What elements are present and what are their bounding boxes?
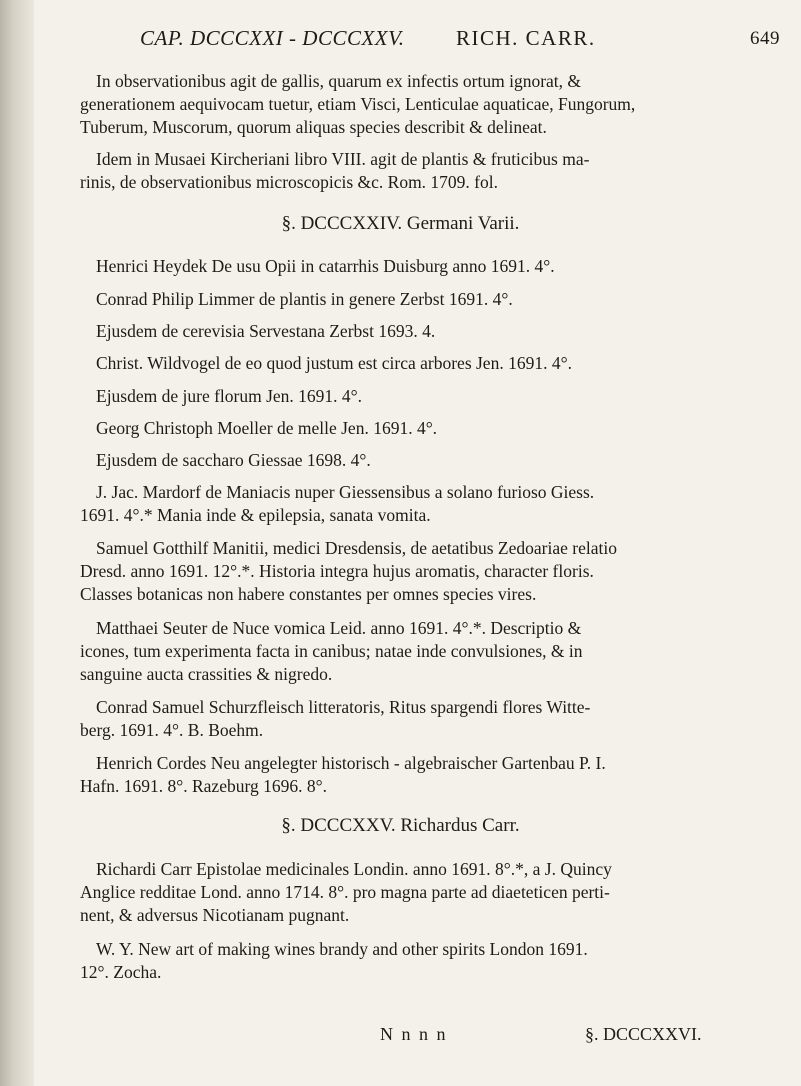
page-binding-shadow xyxy=(0,0,34,1086)
page-header xyxy=(140,22,780,56)
text-line: Georg Christoph Moeller de melle Jen. 1691. 4°. xyxy=(96,418,438,438)
text-line: In observationibus agit de gallis, quarum ex infectis ortum ignorat, & xyxy=(96,71,582,91)
section-heading: §. DCCCXXV. Richardus Carr. xyxy=(281,815,520,836)
text-line: Henrich Cordes Neu angelegter historisch - algebraischer Gartenbau P. I. xyxy=(96,753,606,773)
running-title-right: RICH. CARR. xyxy=(456,26,596,50)
text-line: Ejusdem de cerevisia Servestana Zerbst 1693. 4. xyxy=(96,321,436,341)
text-line: sanguine aucta crassities & nigredo. xyxy=(80,664,333,684)
text-line: Tuberum, Muscorum, quorum aliquas species describit & delineat. xyxy=(80,117,547,137)
text-line: Conrad Philip Limmer de plantis in genere Zerbst 1691. 4°. xyxy=(96,289,513,309)
text-line: Richardi Carr Epistolae medicinales Londin. anno 1691. 8°.*, a J. Quincy xyxy=(96,859,612,879)
text-line: Anglice redditae Lond. anno 1714. 8°. pro magna parte ad diaeteticen perti- xyxy=(80,882,610,902)
signature-mark: N n n n xyxy=(380,1024,448,1044)
text-line: Matthaei Seuter de Nuce vomica Leid. anno 1691. 4°.*. Descriptio & xyxy=(96,618,582,638)
text-line: Dresd. anno 1691. 12°.*. Historia integra hujus aromatis, character floris. xyxy=(80,561,594,581)
text-line: 12°. Zocha. xyxy=(80,962,162,982)
text-line: Idem in Musaei Kircheriani libro VIII. agit de plantis & fruticibus ma- xyxy=(96,149,590,169)
text-line: generationem aequivocam tuetur, etiam Visci, Lenticulae aquaticae, Fungorum, xyxy=(80,94,636,114)
running-title: CAP. DCCCXXI - DCCCXXV. xyxy=(140,26,405,50)
text-line: nent, & adversus Nicotianam pugnant. xyxy=(80,905,350,925)
page-footer xyxy=(380,1024,800,1050)
text-line: Hafn. 1691. 8°. Razeburg 1696. 8°. xyxy=(80,776,327,796)
text-line: berg. 1691. 4°. B. Boehm. xyxy=(80,720,264,740)
page-number: 649 xyxy=(750,28,780,49)
text-line: Christ. Wildvogel de eo quod justum est circa arbores Jen. 1691. 4°. xyxy=(96,353,572,373)
text-line: J. Jac. Mardorf de Maniacis nuper Giessensibus a solano furioso Giess. xyxy=(96,482,595,502)
text-line: 1691. 4°.* Mania inde & epilepsia, sanata vomita. xyxy=(80,505,431,525)
catchword: §. DCCCXXVI. xyxy=(585,1024,702,1044)
text-line: Classes botanicas non habere constantes per omnes species vires. xyxy=(80,584,537,604)
text-line: rinis, de observationibus microscopicis &c. Rom. 1709. fol. xyxy=(80,172,499,192)
text-line: Samuel Gotthilf Manitii, medici Dresdensis, de aetatibus Zedoariae relatio xyxy=(96,538,617,558)
text-line: W. Y. New art of making wines brandy and other spirits London 1691. xyxy=(96,939,588,959)
text-line: Ejusdem de jure florum Jen. 1691. 4°. xyxy=(96,386,363,406)
section-heading: §. DCCCXXIV. Germani Varii. xyxy=(281,213,520,234)
text-line: Henrici Heydek De usu Opii in catarrhis Duisburg anno 1691. 4°. xyxy=(96,256,555,276)
text-line: Ejusdem de saccharo Giessae 1698. 4°. xyxy=(96,450,371,470)
text-line: Conrad Samuel Schurzfleisch litteratoris, Ritus spargendi flores Witte- xyxy=(96,697,591,717)
text-line: icones, tum experimenta facta in canibus; natae inde convulsiones, & in xyxy=(80,641,583,661)
